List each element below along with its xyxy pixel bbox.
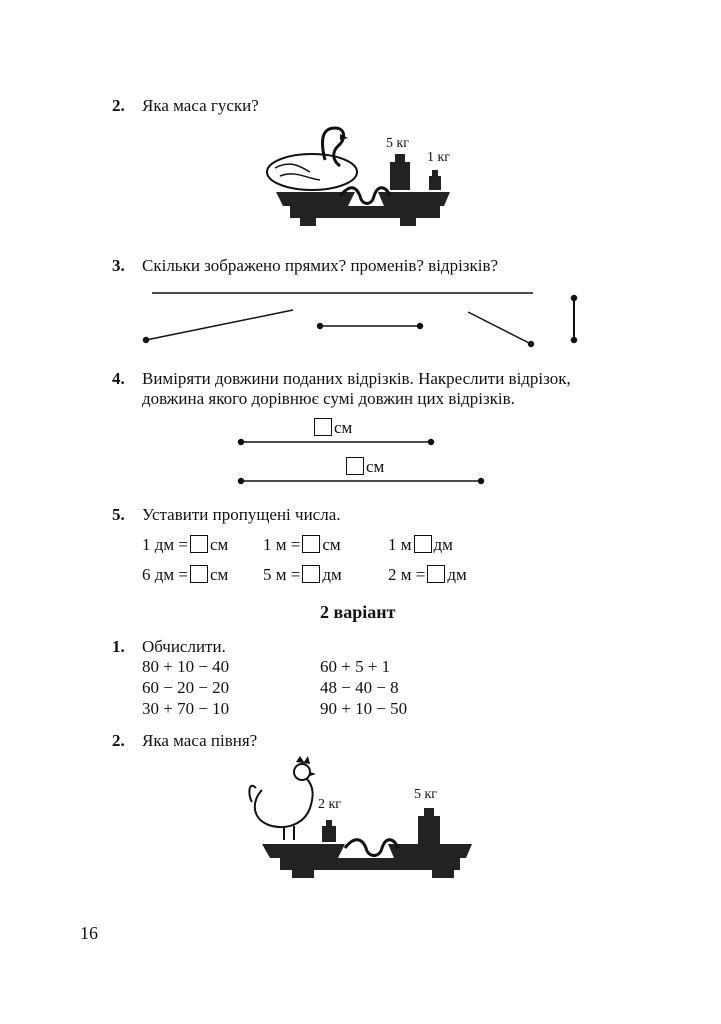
task4-text-line2: довжина якого дорівнює сумі довжин цих відрізків. (142, 389, 515, 408)
task2-weight-5kg-label: 5 кг (386, 136, 410, 151)
task2-question: Яка маса гуски? (142, 96, 259, 115)
answer-box[interactable] (190, 535, 208, 553)
task5-number: 5. (112, 505, 125, 524)
task5-item: 1 м = см (263, 535, 341, 554)
v2-task1-number: 1. (112, 637, 125, 656)
answer-box[interactable] (190, 565, 208, 583)
rooster-scale-icon (249, 756, 472, 878)
task2-weight-1kg-label: 1 кг (427, 150, 451, 165)
task4-answer-1: см (312, 418, 352, 438)
task4-text-line1: Виміряти довжини поданих відрізків. Накреслити відрізок, (142, 369, 571, 388)
task2-number: 2. (112, 96, 125, 115)
task5-item: 6 дм = см (142, 565, 229, 584)
task5-item: 1 м дм (388, 535, 453, 554)
answer-box[interactable] (414, 535, 432, 553)
task4-number: 4. (112, 369, 125, 388)
expression: 60 + 5 + 1 (320, 657, 391, 676)
task3-figures (144, 293, 577, 347)
task3-number: 3. (112, 256, 125, 275)
answer-box[interactable] (346, 457, 364, 475)
task5-item: 2 м = дм (388, 565, 467, 584)
task4-answer-2: см (344, 457, 384, 477)
task5-item: 5 м = дм (263, 565, 342, 584)
answer-box[interactable] (302, 535, 320, 553)
v2-task2-number: 2. (112, 731, 125, 750)
answer-box[interactable] (302, 565, 320, 583)
answer-box[interactable] (427, 565, 445, 583)
v2-task1-text: Обчислити. (142, 637, 226, 656)
page-number: 16 (80, 923, 98, 943)
expression: 48 − 40 − 8 (320, 678, 399, 697)
task5-item: 1 дм = см (142, 535, 229, 554)
goose-scale-icon (267, 128, 450, 226)
answer-box[interactable] (314, 418, 332, 436)
task5-text: Уставити пропущені числа. (142, 505, 341, 524)
variant-heading: 2 варіант (320, 602, 396, 622)
expression: 80 + 10 − 40 (142, 657, 230, 676)
task3-question: Скільки зображено прямих? променів? відрізків? (142, 256, 499, 275)
expression: 90 + 10 − 50 (320, 699, 408, 718)
v2-task2-weight-5kg-label: 5 кг (414, 787, 438, 802)
expression: 60 − 20 − 20 (142, 678, 230, 697)
expression: 30 + 70 − 10 (142, 699, 230, 718)
v2-task2-weight-2kg-label: 2 кг (318, 797, 342, 812)
v2-task2-question: Яка маса півня? (142, 731, 258, 750)
